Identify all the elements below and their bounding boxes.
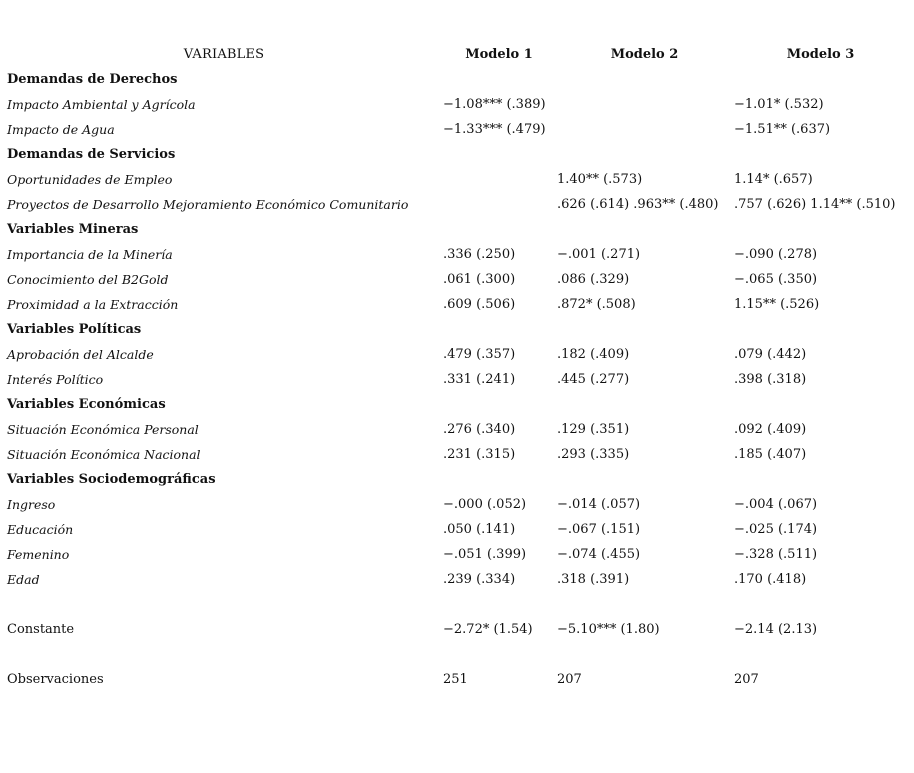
group-heading-row [5,217,907,242]
spacer-cell [732,642,907,667]
spacer-cell [441,592,555,617]
modelo-1-cell: −.051 (.399) [443,547,527,562]
modelo-3-cell: .092 (.409) [734,422,807,437]
modelo-2-cell: −.074 (.455) [557,547,641,562]
modelo-2-cell: .445 (.277) [557,372,630,387]
modelo-3-cell: .170 (.418) [734,572,807,587]
header-row [5,42,907,67]
modelo-2-cell: −.001 (.271) [557,247,641,262]
modelo-2-cell [555,92,732,117]
modelo-3-cell: −1.01* (.532) [734,97,824,112]
modelo-2-cell: .293 (.335) [557,447,630,462]
modelo-2-cell: −5.10*** (1.80) [557,622,660,637]
variable-row [5,242,907,267]
row-label: Conocimiento del B2Gold [7,272,169,287]
row-label: Situación Económica Nacional [7,447,201,462]
group-heading: Demandas de Derechos [7,72,178,87]
row-label: Proximidad a la Extracción [7,297,179,312]
modelo-3-cell: −.090 (.278) [734,247,818,262]
row-label: Observaciones [7,672,104,687]
modelo-2-cell: −.014 (.057) [557,497,641,512]
modelo-2-cell: .872* (.508) [557,297,636,312]
modelo-2-cell: .626 (.614) .963** (.480) [557,197,719,212]
modelo-2-cell: .182 (.409) [557,347,630,362]
modelo-1-cell: 251 [443,672,468,687]
modelo-2-cell: 1.40** (.573) [557,172,643,187]
variable-row [5,92,907,117]
variable-row [5,342,907,367]
variable-row [5,517,907,542]
modelo-2-cell: .318 (.391) [557,572,630,587]
spacer-row [5,642,907,667]
modelo-3-cell: −.004 (.067) [734,497,818,512]
variable-row [5,442,907,467]
group-heading: Variables Económicas [7,397,166,412]
modelo-1-cell: .609 (.506) [443,297,516,312]
summary-row [5,617,907,642]
modelo-3-cell: .079 (.442) [734,347,807,362]
row-label: Femenino [7,547,70,562]
variable-row [5,192,907,217]
group-heading-row [5,467,907,492]
modelo-2-cell [555,117,732,142]
modelo-1-cell: .276 (.340) [443,422,516,437]
modelo-1-cell: .331 (.241) [443,372,516,387]
modelo-3-cell: .757 (.626) 1.14** (.510) [734,197,896,212]
modelo-1-cell: −1.08*** (.389) [443,97,546,112]
modelo-3-cell: 207 [734,672,759,687]
row-label: Impacto de Agua [7,122,115,137]
modelo-1-cell: .479 (.357) [443,347,516,362]
group-heading: Demandas de Servicios [7,147,176,162]
header-variables: VARIABLES [183,47,265,62]
header-modelo-1: Modelo 1 [465,47,533,62]
modelo-2-cell: −.067 (.151) [557,522,641,537]
group-heading-row [5,142,907,167]
modelo-3-cell: −2.14 (2.13) [734,622,818,637]
group-heading: Variables Sociodemográficas [7,472,216,487]
variable-row [5,417,907,442]
table-header [5,42,907,67]
modelo-3-cell: 1.14* (.657) [734,172,813,187]
group-heading: Variables Mineras [7,222,139,237]
row-label: Importancia de la Minería [7,247,173,262]
spacer-cell [555,642,732,667]
regression-table [5,42,907,692]
modelo-1-cell: −.000 (.052) [443,497,527,512]
variable-row [5,542,907,567]
modelo-1-cell [441,192,555,217]
modelo-1-cell: .336 (.250) [443,247,516,262]
spacer-cell [5,642,441,667]
row-label: Edad [7,572,40,587]
row-label: Oportunidades de Empleo [7,172,173,187]
modelo-3-cell: −.025 (.174) [734,522,818,537]
row-label: Impacto Ambiental y Agrícola [7,97,196,112]
row-label: Aprobación del Alcalde [7,347,154,362]
row-label: Proyectos de Desarrollo Mejoramiento Económico Comunitario [7,197,409,212]
row-label: Constante [7,622,75,637]
spacer-cell [732,592,907,617]
header-modelo-2: Modelo 2 [610,47,679,62]
spacer-row [5,592,907,617]
variable-row [5,292,907,317]
row-label: Ingreso [7,497,56,512]
variable-row [5,367,907,392]
modelo-1-cell: .050 (.141) [443,522,516,537]
header-modelo-3: Modelo 3 [786,47,855,62]
row-label: Situación Económica Personal [7,422,199,437]
row-label: Interés Político [7,372,104,387]
modelo-2-cell: 207 [557,672,582,687]
group-heading-row [5,317,907,342]
variable-row [5,492,907,517]
row-label: Educación [7,522,74,537]
spacer-cell [555,592,732,617]
table-body [5,67,907,692]
variable-row [5,567,907,592]
spacer-cell [5,592,441,617]
summary-row [5,667,907,692]
variable-row [5,267,907,292]
modelo-2-cell: .086 (.329) [557,272,630,287]
modelo-2-cell: .129 (.351) [557,422,630,437]
group-heading-row [5,392,907,417]
variable-row [5,117,907,142]
modelo-1-cell [441,167,555,192]
modelo-1-cell: −1.33*** (.479) [443,122,546,137]
group-heading: Variables Políticas [7,322,142,337]
modelo-3-cell: −.065 (.350) [734,272,818,287]
variable-row [5,167,907,192]
modelo-3-cell: .185 (.407) [734,447,807,462]
modelo-1-cell: .061 (.300) [443,272,516,287]
modelo-3-cell: .398 (.318) [734,372,807,387]
spacer-cell [441,642,555,667]
modelo-1-cell: .239 (.334) [443,572,516,587]
modelo-3-cell: −.328 (.511) [734,547,818,562]
group-heading-row [5,67,907,92]
modelo-1-cell: .231 (.315) [443,447,516,462]
modelo-1-cell: −2.72* (1.54) [443,622,533,637]
modelo-3-cell: −1.51** (.637) [734,122,831,137]
modelo-3-cell: 1.15** (.526) [734,297,820,312]
